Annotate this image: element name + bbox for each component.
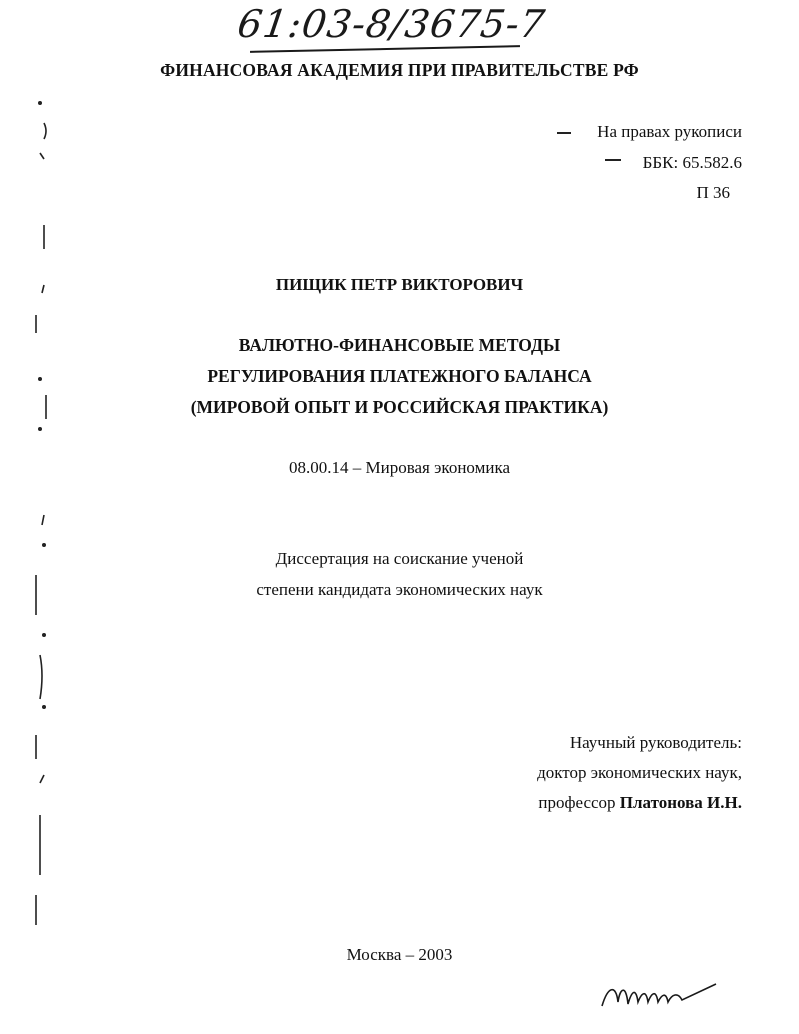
- supervisor-degree: доктор экономических наук,: [537, 763, 742, 782]
- scan-mark: [318, 86, 328, 88]
- dissertation-line-2: степени кандидата экономических наук: [256, 580, 543, 599]
- scan-mark: [605, 159, 621, 161]
- rights-text: На правах рукописи: [597, 122, 742, 141]
- supervisor-name: Платонова И.Н.: [619, 793, 742, 812]
- rights-notice: [480, 122, 742, 142]
- title-line-1: ВАЛЮТНО-ФИНАНСОВЫЕ МЕТОДЫ: [238, 335, 561, 355]
- specialty: 08.00.14 – Мировая экономика: [289, 458, 510, 477]
- author-sign-code: П 36: [696, 183, 730, 202]
- dissertation-line-1: Диссертация на соискание ученой: [275, 549, 524, 568]
- handwritten-underline: [250, 45, 520, 53]
- title-line-2: РЕГУЛИРОВАНИЯ ПЛАТЕЖНОГО БАЛАНСА: [207, 366, 592, 386]
- author-name: ПИЩИК ПЕТР ВИКТОРОВИЧ: [275, 275, 524, 294]
- scan-margin-artifacts: [30, 95, 60, 935]
- bbk-code: [480, 153, 742, 173]
- supervisor-label: Научный руководитель:: [569, 733, 742, 752]
- supervisor-rank-name: [420, 793, 742, 813]
- title-line-3: (МИРОВОЙ ОПЫТ И РОССИЙСКАЯ ПРАКТИКА): [190, 397, 609, 417]
- signature-scribble: [598, 976, 718, 1016]
- bbk-text: ББК: 65.582.6: [642, 153, 742, 172]
- scan-mark: [557, 132, 571, 134]
- supervisor-rank: профессор: [538, 793, 616, 812]
- institution-name: ФИНАНСОВАЯ АКАДЕМИЯ ПРИ ПРАВИТЕЛЬСТВЕ РФ: [160, 60, 639, 80]
- handwritten-catalog-number: 61:03-8/3675-7: [234, 2, 549, 46]
- city-year: Москва – 2003: [346, 945, 453, 964]
